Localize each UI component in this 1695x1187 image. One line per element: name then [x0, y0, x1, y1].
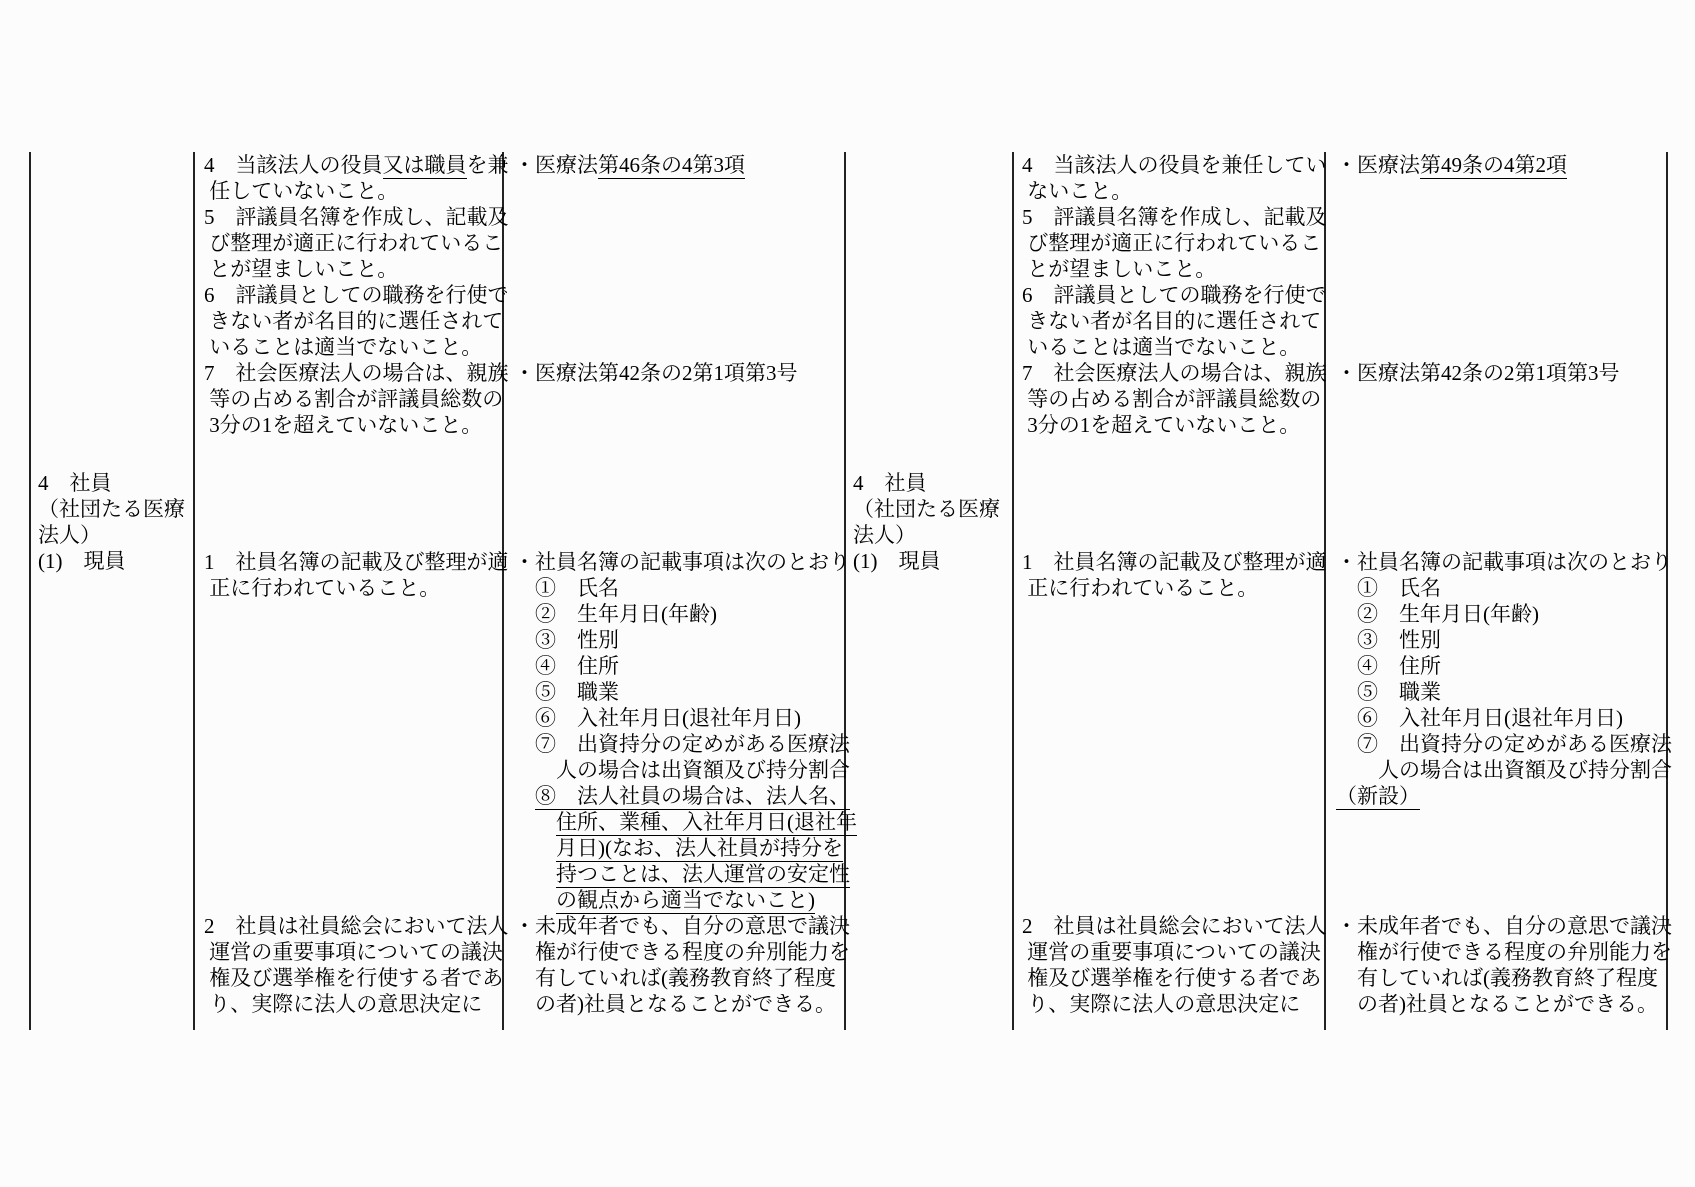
text-line: 4 当該法人の役員又は職員を兼 [204, 153, 509, 177]
text-line: 運営の重要事項についての議決 [204, 940, 503, 964]
text-line: 6 評議員としての職務を行使で [1022, 283, 1327, 307]
text-line: ② 生年月日(年齢) [514, 602, 717, 626]
text-line: 法人） [38, 523, 101, 547]
text-line: の者)社員となることができる。 [1336, 992, 1658, 1016]
table-border-right-category [1012, 152, 1014, 1030]
text-line: 6 評議員としての職務を行使で [204, 283, 509, 307]
text-line: 4 社員 [853, 471, 927, 495]
text-line: いることは適当でないこと。 [1022, 335, 1301, 359]
text-line: り、実際に法人の意思決定に [204, 992, 483, 1016]
left-roster-items-list [514, 549, 857, 913]
text-line: 持つことは、法人運営の安定性 [556, 862, 850, 886]
right-legal-ref-49-4 [1336, 152, 1567, 178]
text-line: 3分の1を超えていないこと。 [1022, 413, 1301, 437]
text-line: ⑦ 出資持分の定めがある医療法 [1336, 732, 1672, 756]
text-line: 任していないこと。 [204, 179, 399, 203]
right-criteria-items-4-7 [1022, 152, 1327, 438]
text-line: 4 社員 [38, 471, 112, 495]
text-line: 4 当該法人の役員を兼任してい [1022, 153, 1327, 177]
text-line: ① 氏名 [1336, 576, 1441, 600]
text-line: の観点から適当でないこと) [556, 888, 815, 912]
text-line: 7 社会医療法人の場合は、親族 [1022, 361, 1327, 385]
right-minor-note [1336, 913, 1672, 1017]
text-line: 有していれば(義務教育終了程度 [514, 966, 836, 990]
text-line: ⑥ 入社年月日(退社年月日) [514, 706, 801, 730]
text-line: の者)社員となることができる。 [514, 992, 836, 1016]
text-line: 有していれば(義務教育終了程度 [1336, 966, 1658, 990]
right-roster-items-list [1336, 549, 1672, 783]
left-criteria-items-4-7 [204, 152, 509, 438]
text-line: 正に行われていること。 [204, 576, 441, 600]
right-criteria-item-1 [1022, 549, 1327, 601]
text-line: きない者が名目的に選任されて [204, 309, 504, 333]
text-line: び整理が適正に行われているこ [1022, 231, 1322, 255]
text-line: ないこと。 [1022, 179, 1133, 203]
text-line: り、実際に法人の意思決定に [1022, 992, 1301, 1016]
text-line: ④ 住所 [1336, 654, 1441, 678]
left-legal-ref-42-2 [514, 360, 798, 386]
left-criteria-item-1 [204, 549, 509, 601]
text-line: ⑧ 法人社員の場合は、法人名、 [535, 784, 850, 808]
text-line: 1 社員名簿の記載及び整理が適 [204, 550, 509, 574]
text-line: 法人） [853, 523, 916, 547]
text-line: (1) 現員 [853, 549, 941, 573]
table-border-left [29, 152, 31, 1030]
right-shinsetsu-marker [1336, 783, 1420, 809]
text-line: きない者が名目的に選任されて [1022, 309, 1322, 333]
left-criteria-item-2 [204, 913, 509, 1017]
text-line: ④ 住所 [514, 654, 619, 678]
text-line: 等の占める割合が評議員総数の [1022, 387, 1322, 411]
text-line: 1 社員名簿の記載及び整理が適 [1022, 550, 1327, 574]
left-minor-note [514, 913, 850, 1017]
text-line: ② 生年月日(年齢) [1336, 602, 1539, 626]
text-line: 7 社会医療法人の場合は、親族 [204, 361, 509, 385]
text-line: 正に行われていること。 [1022, 576, 1259, 600]
text-line: び整理が適正に行われているこ [204, 231, 504, 255]
text-line: ・医療法第42条の2第1項第3号 [514, 361, 798, 385]
text-line: ・医療法第46条の4第3項 [514, 153, 745, 177]
text-line: 人の場合は出資額及び持分割合 [514, 758, 850, 782]
text-line: 月日)(なお、法人社員が持分を [556, 836, 843, 860]
text-line: 住所、業種、入社年月日(退社年 [556, 810, 857, 834]
text-line: ⑤ 職業 [1336, 680, 1441, 704]
text-line: ・医療法第42条の2第1項第3号 [1336, 361, 1620, 385]
text-line: とが望ましいこと。 [1022, 257, 1217, 281]
text-line: ・社員名簿の記載事項は次のとおり [514, 550, 850, 574]
text-line: 権及び選挙権を行使する者であ [1022, 966, 1322, 990]
text-line: ⑦ 出資持分の定めがある医療法 [514, 732, 850, 756]
text-line: 運営の重要事項についての議決 [1022, 940, 1321, 964]
right-legal-ref-42-2 [1336, 360, 1620, 386]
right-category-cell [853, 470, 1000, 574]
text-line: （新設） [1336, 784, 1420, 808]
text-line: 権が行使できる程度の弁別能力を [1336, 940, 1672, 964]
text-line: いることは適当でないこと。 [204, 335, 483, 359]
left-legal-ref-46-4 [514, 152, 745, 178]
text-line: ・社員名簿の記載事項は次のとおり [1336, 550, 1672, 574]
text-line: 5 評議員名簿を作成し、記載及 [204, 205, 509, 229]
text-line: ③ 性別 [1336, 628, 1441, 652]
text-line: ・医療法第49条の4第2項 [1336, 153, 1567, 177]
text-line: 権及び選挙権を行使する者であ [204, 966, 504, 990]
text-line: ・未成年者でも、自分の意思で議決 [1336, 914, 1672, 938]
text-line: ③ 性別 [514, 628, 619, 652]
text-line: ⑥ 入社年月日(退社年月日) [1336, 706, 1623, 730]
text-line: ・未成年者でも、自分の意思で議決 [514, 914, 850, 938]
text-line: 3分の1を超えていないこと。 [204, 413, 483, 437]
text-line: ⑤ 職業 [514, 680, 619, 704]
text-line: （社団たる医療 [853, 497, 1000, 521]
text-line: 2 社員は社員総会において法人 [1022, 914, 1327, 938]
text-line: 人の場合は出資額及び持分割合 [1336, 758, 1672, 782]
text-line: (1) 現員 [38, 549, 126, 573]
text-line: 5 評議員名簿を作成し、記載及 [1022, 205, 1327, 229]
text-line: とが望ましいこと。 [204, 257, 399, 281]
text-line: （社団たる医療 [38, 497, 185, 521]
text-line: ① 氏名 [514, 576, 619, 600]
text-line: 2 社員は社員総会において法人 [204, 914, 509, 938]
text-line: 等の占める割合が評議員総数の [204, 387, 504, 411]
table-border-left-category [193, 152, 195, 1030]
left-category-cell [38, 470, 185, 574]
right-criteria-item-2 [1022, 913, 1327, 1017]
text-line: 権が行使できる程度の弁別能力を [514, 940, 850, 964]
